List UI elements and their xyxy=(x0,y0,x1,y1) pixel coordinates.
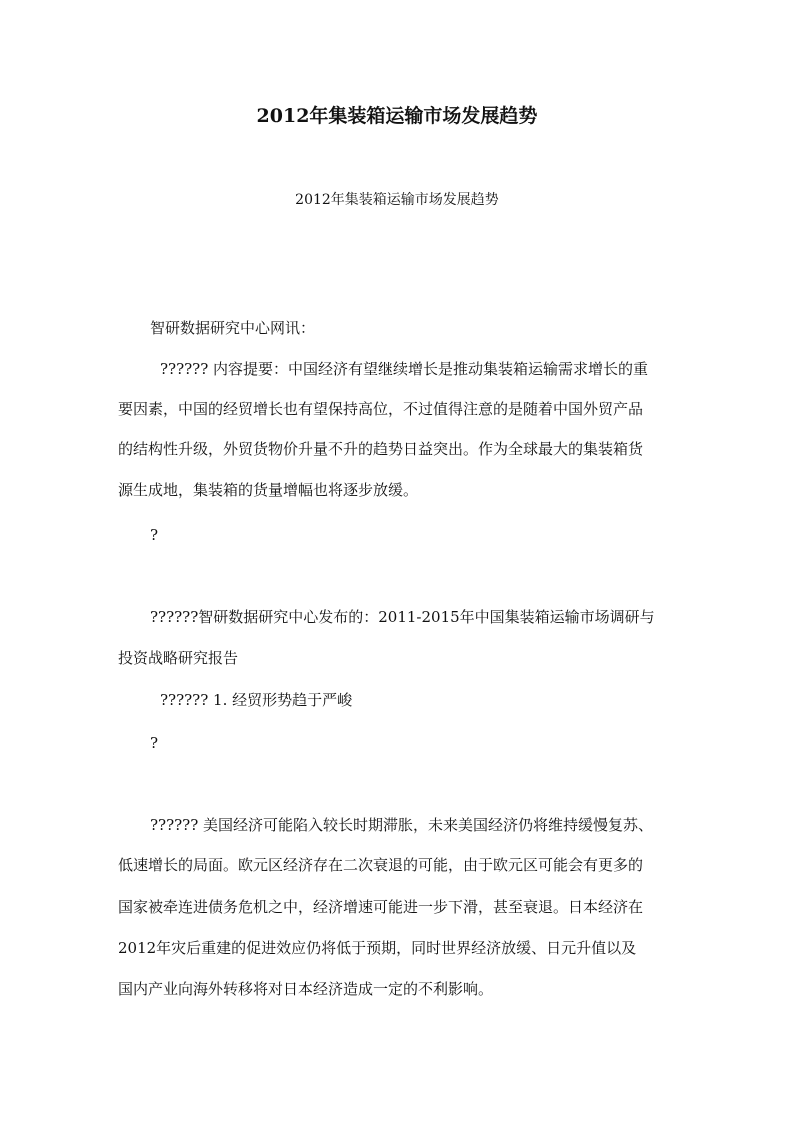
summary-line-4: 源生成地，集装箱的货量增幅也将逐步放缓。 xyxy=(118,481,419,499)
document-subtitle: 2012年集装箱运输市场发展趋势 xyxy=(295,192,499,208)
source-line: 智研数据研究中心网讯： xyxy=(150,319,316,337)
summary-line-3: 的结构性升级，外贸货物价升量不升的趋势日益突出。作为全球最大的集装箱货 xyxy=(118,440,644,458)
summary-line-1: ?????? 内容提要：中国经济有望继续增长是推动集装箱运输需求增长的重 xyxy=(160,360,649,378)
placeholder-mark-2: ? xyxy=(150,734,159,752)
report-line-2: 投资战略研究报告 xyxy=(118,649,239,667)
body-line-3: 国家被牵连进债务危机之中，经济增速可能进一步下滑，甚至衰退。日本经济在 xyxy=(118,898,644,916)
summary-line-2: 要因素，中国的经贸增长也有望保持高位，不过值得注意的是随着中国外贸产品 xyxy=(118,400,644,418)
body-line-1: ?????? 美国经济可能陷入较长时期滞胀，未来美国经济仍将维持缓慢复苏、 xyxy=(150,816,654,834)
placeholder-mark-1: ? xyxy=(150,526,159,544)
document-title: 2012年集装箱运输市场发展趋势 xyxy=(256,105,538,127)
section-heading: ?????? 1. 经贸形势趋于严峻 xyxy=(160,691,353,709)
body-line-5: 国内产业向海外转移将对日本经济造成一定的不利影响。 xyxy=(118,980,494,998)
body-line-4: 2012年灾后重建的促进效应仍将低于预期，同时世界经济放缓、日元升值以及 xyxy=(118,939,637,957)
report-line-1: ??????智研数据研究中心发布的：2011-2015年中国集装箱运输市场调研与 xyxy=(150,608,655,626)
body-line-2: 低速增长的局面。欧元区经济存在二次衰退的可能，由于欧元区可能会有更多的 xyxy=(118,856,644,874)
